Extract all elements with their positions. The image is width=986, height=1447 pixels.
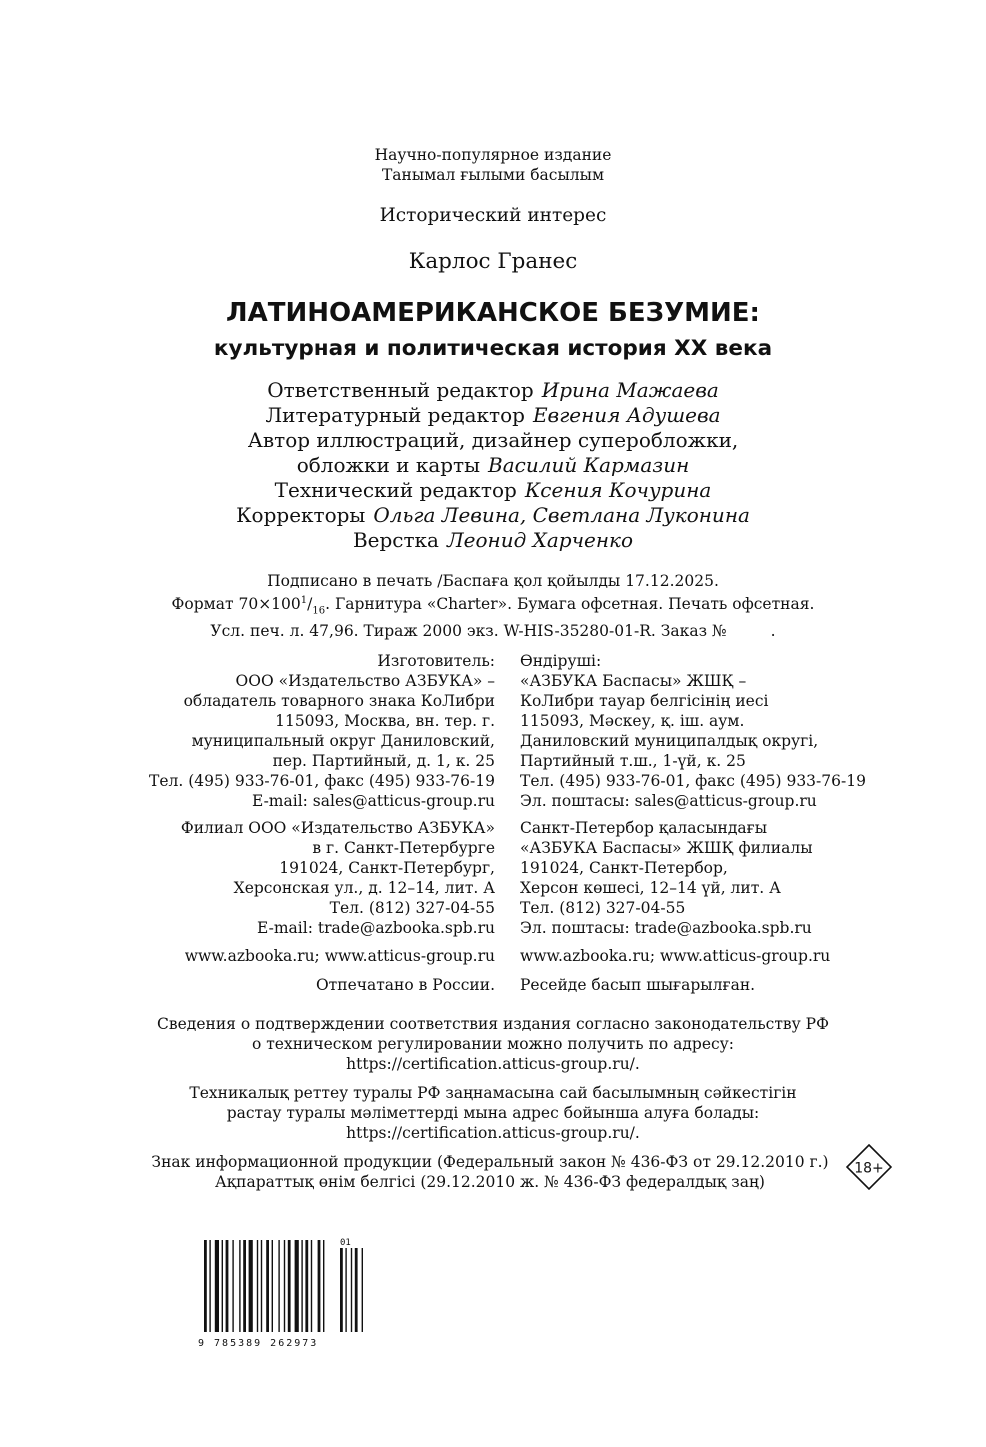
credit-line: Ответственный редактор Ирина Мажаева — [267, 378, 719, 402]
credit-line: Корректоры Ольга Левина, Светлана Луконина — [236, 503, 750, 527]
credit-line: Верстка Леонид Харченко — [352, 528, 634, 552]
edition-type-ru: Научно-популярное издание — [374, 146, 612, 164]
manufacturer-kz: Өндіруші: «АЗБУКА Баспасы» ЖШҚ – КоЛибри тауар белгісінің иесі 115093, Мәскеу, қ. іш. аум. Даниловский муниципалдық округі, Партийный т.ш., 1-үй, к. 25 Тел. (495) 933-76-01, факс (495) 933-76-19 Эл. поштасы: sales@atticus-group.ru — [520, 652, 866, 810]
printed-ru: Отпечатано в России. — [315, 976, 495, 994]
info-sign-kz: Ақпараттық өнім белгісі (29.12.2010 ж. № 436-ФЗ федералдық заң) — [215, 1173, 765, 1191]
book-title: ЛАТИНОАМЕРИКАНСКОЕ БЕЗУМИЕ: — [226, 298, 760, 328]
websites-ru: www.azbooka.ru; www.atticus-group.ru — [184, 947, 495, 965]
series-name: Исторический интерес — [379, 205, 607, 226]
author-name: Карлос Гранес — [408, 249, 578, 274]
age-rating-label: 18+ — [854, 1160, 884, 1177]
credit-line: Технический редактор Ксения Кочурина — [274, 478, 712, 502]
barcode-digits: 9 785389 262973 — [198, 1338, 319, 1349]
credit-line: Автор иллюстраций, дизайнер суперобложки, — [247, 428, 739, 452]
age-rating-icon — [846, 1144, 892, 1190]
certification-kz: Техникалық реттеу туралы РФ заңнамасына сай басылымның сәйкестігін растау туралы мәліметтерді мына адрес бойынша алуға болады: https://certification.atticus-group.ru/. — [189, 1084, 797, 1142]
signed-line: Подписано в печать /Баспаға қол қойылды 17.12.2025. — [267, 572, 719, 590]
book-subtitle: культурная и политическая история XX века — [213, 336, 773, 361]
edition-type-kz: Танымал ғылыми басылым — [381, 166, 605, 184]
barcode-icon — [196, 1236, 376, 1350]
volume-line: Усл. печ. л. 47,96. Тираж 2000 экз. W-HIS-35280-01-R. Заказ № . — [210, 622, 776, 641]
branch-kz: Санкт-Петербор қаласындағы «АЗБУКА Баспасы» ЖШҚ филиалы 191024, Санкт-Петербор, Херсон көшесі, 12–14 үй, лит. А Тел. (812) 327-04-55 Эл. поштасы: trade@azbooka.spb.ru — [520, 819, 813, 937]
format-line: Формат $70\times 100^1/_{16}$. Гарнитура «Charter». Бумага офсетная. Печать офсетная. — [171, 595, 815, 617]
info-sign-ru: Знак информационной продукции (Федеральный закон № 436-ФЗ от 29.12.2010 г.) — [151, 1153, 829, 1171]
info-sign-text — [150, 1152, 830, 1192]
credit-line: обложки и карты Василий Кармазин — [296, 453, 690, 477]
branch-ru: Филиал ООО «Издательство АЗБУКА» в г. Санкт-Петербурге 191024, Санкт-Петербург, Херсонская ул., д. 12–14, лит. А Тел. (812) 327-04-55 E-mail: trade@azbooka.spb.ru — [180, 819, 495, 937]
print-info — [0, 571, 986, 641]
printed-kz: Ресейде басып шығарылған. — [520, 976, 756, 994]
manufacturer-ru: Изготовитель: ООО «Издательство АЗБУКА» – обладатель товарного знака КоЛибри 115093, Москва, вн. тер. г. муниципальный округ Даниловский, пер. Партийный, д. 1, к. 25 Тел. (495) 933-76-01, факс (495) 933-76-19 E-mail: sales@atticus-group.ru — [149, 652, 495, 810]
certification-ru: Сведения о подтверждении соответствия издания согласно законодательству РФ о техническом регулировании можно получить по адресу: https://certification.atticus-group.ru/. — [157, 1015, 829, 1073]
barcode-addon: 01 — [340, 1238, 351, 1248]
credit-line: Литературный редактор Евгения Адушева — [265, 403, 721, 427]
credits-block — [0, 378, 986, 553]
websites-kz: www.azbooka.ru; www.atticus-group.ru — [520, 947, 831, 965]
